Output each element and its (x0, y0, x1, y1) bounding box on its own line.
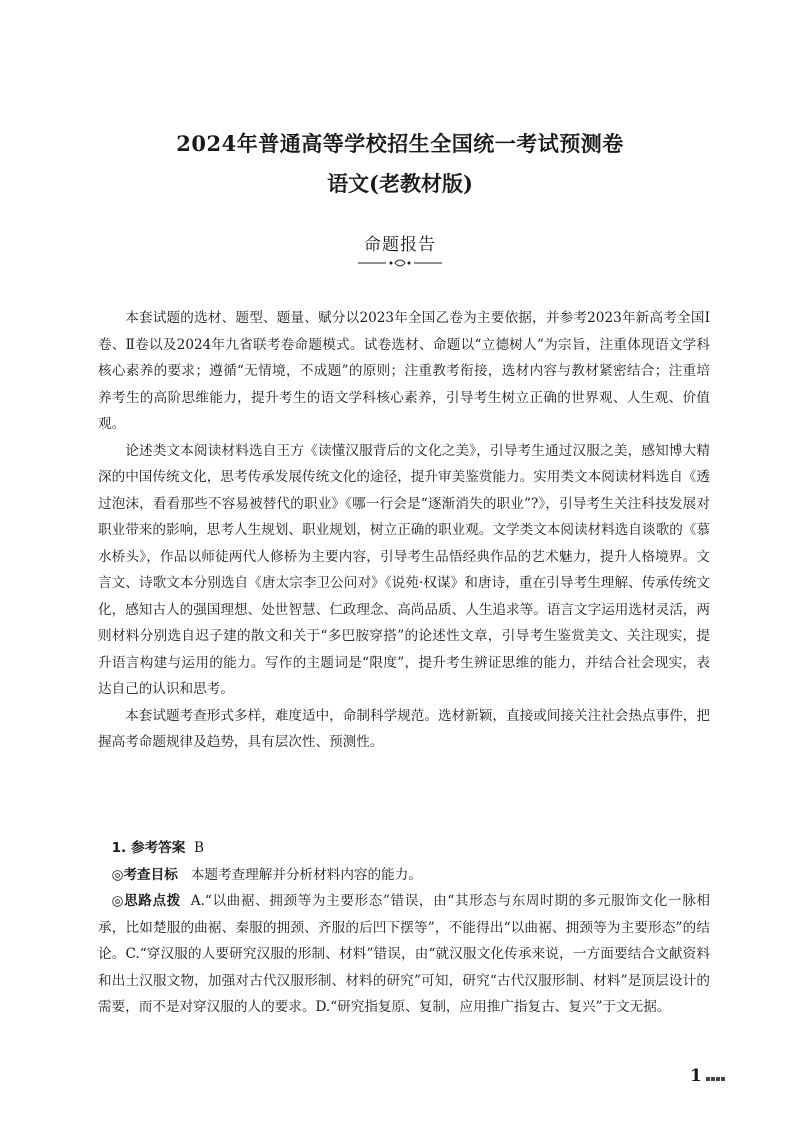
report-paragraph: 本套试题的选材、题型、题量、赋分以2023年全国乙卷为主要依据，并参考2023年新高考全国Ⅰ卷、Ⅱ卷以及2024年九省联考卷命题模式。试卷选材、命题以“立德树人”为宗旨，注重体现语文学科核心素养的要求；遵循“无情境，不成题”的原则；注重教考衔接，选材内容与教材紧密结合；注重培养考生的高阶思维能力，提升考生的语文学科核心素养，引导考生树立正确的世界观、人生观、价值观。 (98, 310, 710, 432)
report-body (98, 305, 710, 756)
report-paragraph: 本套试题考查形式多样，难度适中，命制科学规范。选材新颖，直接或间接关注社会热点事件，把握高考命题规律及趋势，具有层次性、预测性。 (98, 707, 710, 750)
hint-label: ◎思路点拨 (111, 893, 181, 909)
hint-text: A.“以曲裾、拥颈等为主要形态”错误，由“其形态与东周时期的多元服饰文化一脉相承，比如楚服的曲裾、秦服的拥颈、齐服的后凹下摆等”，不能得出“以曲裾、拥颈等为主要形态”的结论。C.“穿汉服的人要研究汉服的形制、材料”错误，由“就汉服文化传承来说，一方面要结合文献资料和出土汉服文物，加强对古代汉服形制、材料的研究”可知，研究“古代汉服形制、材料”是顶层设计的需要，而不是对穿汉服的人的要求。D.“研究指复原、复制，应用推广指复古、复兴”于文无据。 (98, 893, 710, 1015)
target-label: ◎考查目标 (111, 866, 178, 883)
section-header (0, 230, 800, 267)
page-decoration-icon (706, 1076, 726, 1082)
answer-line (98, 835, 710, 862)
target-line (98, 862, 710, 889)
answer-section (98, 835, 710, 1021)
report-paragraph: 论述类文本阅读材料选自王方《读懂汉服背后的文化之美》，引导考生通过汉服之美，感知博大精深的中国传统文化，思考传承发展传统文化的途径，提升审美鉴赏能力。实用类文本阅读材料选自《透过泡沫，看看那些不容易被替代的职业》《哪一行会是“逐渐消失的职业”?》，引导考生关注科技发展对职业带来的影响，思考人生规划、职业规划，树立正确的职业观。文学类文本阅读材料选自谈歌的《慕水桥头》，作品以师徒两代人修桥为主要内容，引导考生品悟经典作品的艺术魅力，提升人格境界。文言文、诗歌文本分别选自《唐太宗李卫公问对》《说苑·权谋》和唐诗，重在引导考生理解、传承传统文化，感知古人的强国理想、处世智慧、仁政理念、高尚品质、人生追求等。语言文字运用选材灵活，两则材料分别选自迟子建的散文和关于“多巴胺穿搭”的论述性文章，引导考生鉴赏美文、关注现实，提升语言构建与运用的能力。写作的主题词是“限度”，提升考生辨证思维的能力，并结合社会现实，表达自己的认识和思考。 (98, 442, 710, 697)
ornament-divider-icon (358, 259, 442, 267)
page-subtitle: 语文(老教材版) (327, 171, 473, 196)
page-title: 2024年普通高等学校招生全国统一考试预测卷 (176, 131, 624, 156)
target-text: 本题考查理解并分析材料内容的能力。 (190, 866, 422, 883)
section-title: 命题报告 (364, 235, 436, 255)
answer-value: B (193, 840, 204, 856)
answer-number-label: 1. 参考答案 (111, 840, 186, 856)
hint-paragraph (98, 888, 710, 1021)
page-number: 1 (690, 1066, 702, 1086)
